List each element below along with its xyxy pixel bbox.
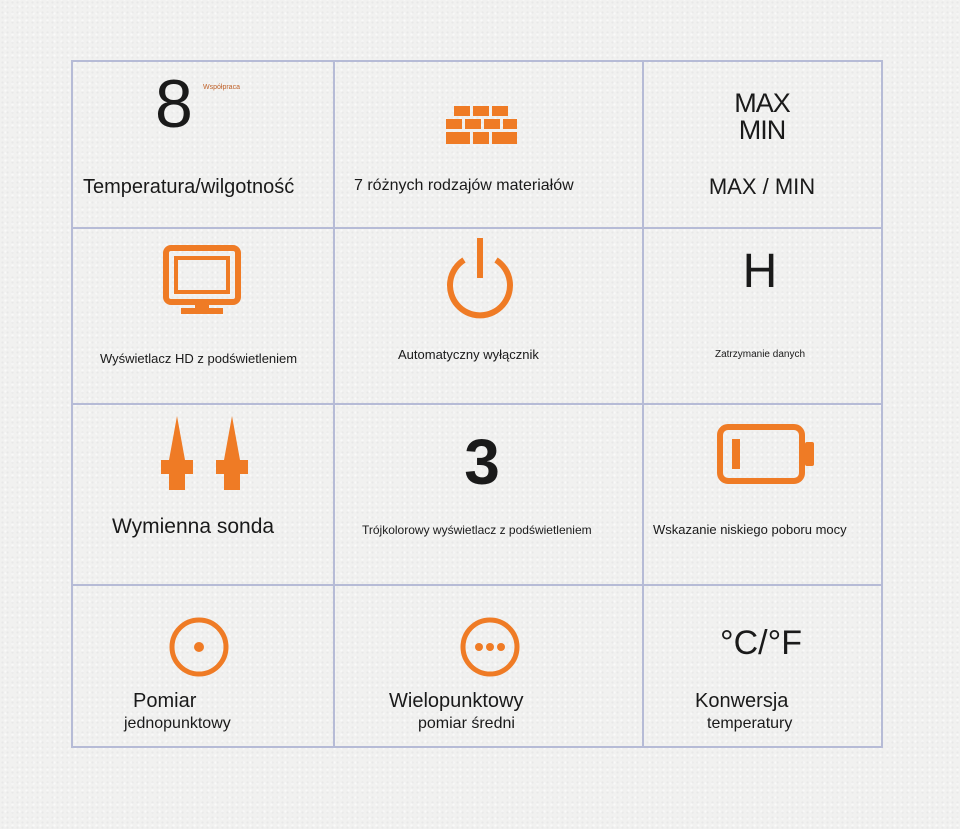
feature-label: Wyświetlacz HD z podświetleniem xyxy=(100,351,298,366)
feature-label: Zatrzymanie danych xyxy=(714,349,806,360)
feature-label: Wielopunktowy xyxy=(389,690,524,712)
feature-label: Wskazanie niskiego poboru mocy xyxy=(653,522,847,537)
feature-label: Temperatura/wilgotność xyxy=(83,176,295,198)
max-min-icon: MAX xyxy=(734,88,790,118)
feature-label: Wymienna sonda xyxy=(112,515,275,538)
feature-label: Konwersja xyxy=(695,690,789,712)
feature-label: Automatyczny wyłącznik xyxy=(398,347,539,362)
digit-three-icon: 3 xyxy=(464,426,500,498)
digit-eight-icon: 8 xyxy=(155,66,193,142)
letter-h-icon: H xyxy=(742,245,778,298)
feature-label: 7 różnych rodzajów materiałów xyxy=(354,177,574,194)
feature-label: Pomiar xyxy=(133,690,197,712)
feature-label: MAX / MIN xyxy=(708,174,816,199)
single-point-icon xyxy=(168,616,232,680)
probe-arrows-icon xyxy=(159,416,251,492)
low-battery-icon xyxy=(717,424,817,484)
bricks-icon xyxy=(446,106,518,146)
monitor-icon xyxy=(163,245,243,317)
power-icon xyxy=(444,238,516,318)
grid-divider xyxy=(73,227,881,229)
unit-conversion-icon: °C/°F xyxy=(720,624,802,662)
multi-point-icon xyxy=(459,616,523,680)
feature-label: pomiar średni xyxy=(418,715,515,732)
feature-label: Trójkolorowy wyświetlacz z podświetleniem xyxy=(362,523,592,537)
max-min-icon: MIN xyxy=(738,115,786,145)
feature-label: temperatury xyxy=(707,715,793,732)
grid-divider xyxy=(73,403,881,405)
feature-label: jednopunktowy xyxy=(124,715,231,732)
grid-divider xyxy=(73,584,881,586)
icon-note: Współpraca xyxy=(203,84,240,91)
